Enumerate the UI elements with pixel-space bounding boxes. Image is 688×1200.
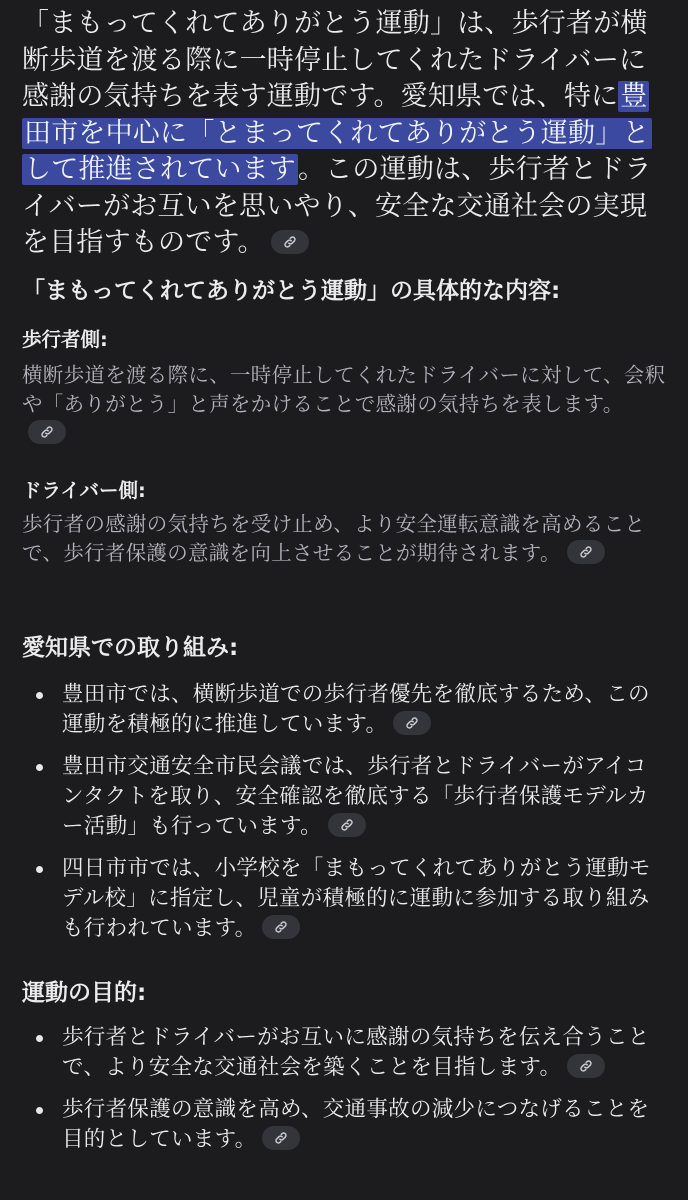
driver-heading: ドライバー側: (22, 479, 146, 502)
citation-link-button[interactable] (567, 540, 605, 564)
list-item: 豊田市交通安全市民会議では、歩行者とドライバーがアイコンタクトを取り、安全確認を徹底する「歩行者保護モデルカー活動」も行っています。 (22, 752, 666, 842)
driver-text: 歩行者の感謝の気持ちを受け止め、より安全運転意識を高めることで、歩行者保護の意識を向上させることが期待されます。 (22, 512, 646, 565)
aichi-list (22, 680, 666, 944)
citation-link-button[interactable] (567, 1054, 605, 1078)
aichi-heading: 愛知県での取り組み: (22, 635, 239, 661)
purpose-heading: 運動の目的: (22, 980, 147, 1006)
bullet-dot (36, 1035, 43, 1042)
list-item: 歩行者とドライバーがお互いに感謝の気持ちを伝え合うことで、より安全な交通社会を築くことを目指します。 (22, 1023, 666, 1083)
pedestrian-paragraph (22, 361, 666, 448)
citation-link-button[interactable] (262, 1126, 300, 1150)
link-icon (283, 235, 297, 249)
link-icon (579, 545, 593, 559)
link-icon (579, 1059, 593, 1073)
selected-text-highlight[interactable]: 豊田市を中心に「とまってくれてありがとう運動」として推進されています (24, 81, 650, 185)
pedestrian-text: 横断歩道を渡る際に、一時停止してくれたドライバーに対して、会釈や「ありがとう」と声をかけることで感謝の気持ちを表します。 (22, 363, 666, 416)
list-item: 歩行者保護の意識を高め、交通事故の減少につなげることを目的としています。 (22, 1095, 666, 1155)
intro-text-2: 。この運動は、歩行者とドライバーがお互いを思いやり、安全な交通社会の実現を目指すものです。 (22, 154, 652, 258)
pedestrian-heading: 歩行者側: (22, 328, 108, 351)
intro-text-1: 「まもってくれてありがとう運動」は、歩行者が横断歩道を渡る際に一時停止してくれたドライバーに感謝の気持ちを表す運動です。愛知県では、特に (22, 8, 648, 112)
link-icon (274, 1131, 288, 1145)
bullet-dot (36, 692, 43, 699)
link-icon (340, 818, 354, 832)
bullet-dot (36, 866, 43, 873)
purpose-list (22, 1023, 666, 1155)
citation-link-button[interactable] (393, 711, 431, 735)
citation-link-button[interactable] (271, 230, 309, 254)
citation-link-button[interactable] (328, 813, 366, 837)
bullet-dot (36, 1107, 43, 1114)
link-icon (274, 920, 288, 934)
citation-link-button[interactable] (28, 420, 66, 444)
details-heading: 「まもってくれてありがとう運動」の具体的な内容: (22, 278, 561, 304)
driver-paragraph (22, 510, 666, 568)
intro-paragraph (22, 6, 666, 262)
link-icon (405, 716, 419, 730)
link-icon (40, 425, 54, 439)
list-item: 豊田市では、横断歩道での歩行者優先を徹底するため、この運動を積極的に推進しています。 (22, 680, 666, 740)
list-item: 四日市市では、小学校を「まもってくれてありがとう運動モデル校」に指定し、児童が積極的に運動に参加する取り組みも行われています。 (22, 854, 666, 944)
bullet-dot (36, 764, 43, 771)
citation-link-button[interactable] (262, 915, 300, 939)
